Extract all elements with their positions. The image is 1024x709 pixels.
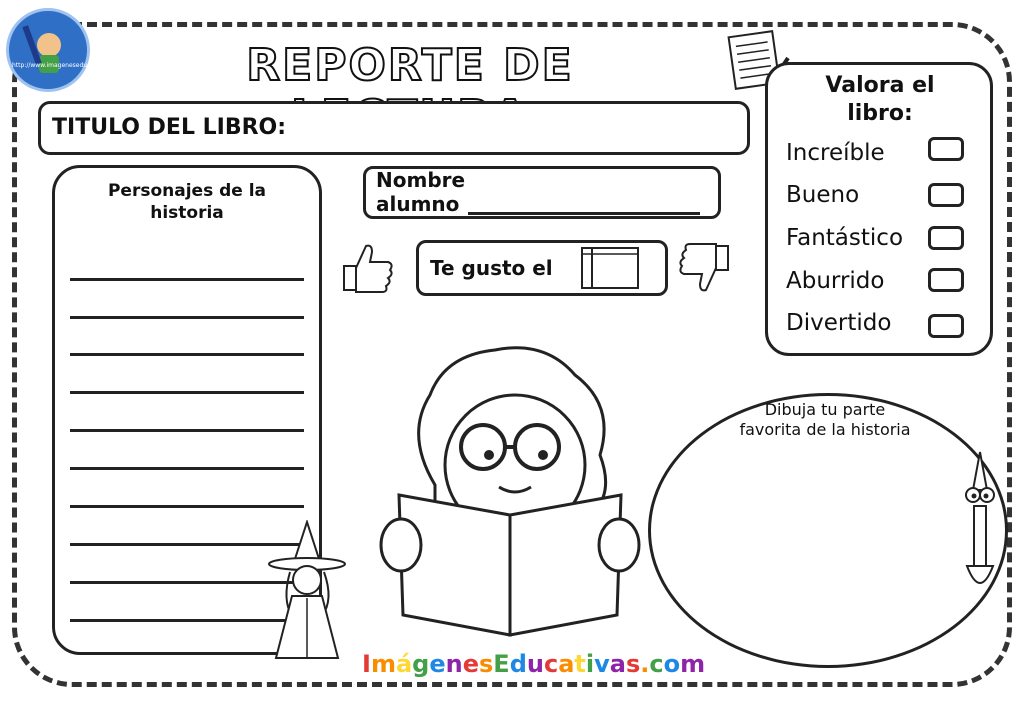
footer-brand-letter: c xyxy=(649,650,664,678)
rating-title: Valora el libro: xyxy=(825,73,935,126)
footer-brand-letter: i xyxy=(585,650,595,678)
thumbs-down-icon[interactable] xyxy=(676,240,734,296)
girl-reading-illustration xyxy=(375,335,645,645)
footer-brand-letter: g xyxy=(412,650,430,678)
writing-line[interactable] xyxy=(70,316,304,319)
logo-text: http://www.imageneseducativas.com xyxy=(12,62,124,69)
rating-option-label: Fantástico xyxy=(786,225,904,251)
rating-checkbox-divertido[interactable] xyxy=(928,314,964,338)
characters-title: Personajes de la historia xyxy=(107,181,267,223)
witch-illustration xyxy=(262,520,352,665)
student-name-label: Nombre alumno xyxy=(376,168,466,216)
writing-line[interactable] xyxy=(70,353,304,356)
footer-brand-letter: m xyxy=(370,650,396,678)
footer-brand-letter: d xyxy=(509,650,527,678)
site-logo xyxy=(6,8,124,92)
footer-brand-letter: o xyxy=(663,650,681,678)
paintbrush-character-illustration xyxy=(955,450,1005,600)
logo-kid-icon xyxy=(9,11,124,89)
footer-brand xyxy=(362,650,705,678)
writing-line[interactable] xyxy=(70,278,304,281)
rating-checkbox-bueno[interactable] xyxy=(928,183,964,207)
footer-brand-letter: a xyxy=(609,650,626,678)
rating-option-label: Divertido xyxy=(786,310,892,336)
rating-checkbox-fantastico[interactable] xyxy=(928,226,964,250)
footer-brand-letter: á xyxy=(395,650,413,678)
footer-brand-letter: c xyxy=(543,650,559,678)
footer-brand-letter: s xyxy=(479,650,494,678)
footer-brand-letter: E xyxy=(493,650,510,678)
rating-checkbox-aburrido[interactable] xyxy=(928,268,964,292)
footer-brand-letter: s xyxy=(626,650,641,678)
footer-brand-letter: a xyxy=(558,650,575,678)
footer-brand-letter: I xyxy=(362,650,371,678)
rating-checkbox-increible[interactable] xyxy=(928,137,964,161)
writing-line[interactable] xyxy=(70,429,304,432)
footer-brand-letter: m xyxy=(680,650,706,678)
rating-option-label: Increíble xyxy=(786,140,885,166)
page-title: REPORTE DE xyxy=(246,40,574,91)
footer-brand-letter: n xyxy=(445,650,463,678)
liked-book-label: Te gusto el xyxy=(430,256,553,280)
drawing-prompt: Dibuja tu parte favorita de la historia xyxy=(739,400,911,439)
footer-brand-letter: t xyxy=(574,650,586,678)
student-name-line[interactable] xyxy=(468,212,700,215)
footer-brand-letter: . xyxy=(640,650,650,678)
writing-line[interactable] xyxy=(70,467,304,470)
footer-brand-letter: e xyxy=(429,650,446,678)
writing-line[interactable] xyxy=(70,505,304,508)
thumbs-up-icon[interactable] xyxy=(338,240,396,296)
footer-brand-letter: u xyxy=(526,650,544,678)
footer-brand-letter: v xyxy=(594,650,610,678)
footer-brand-letter: e xyxy=(462,650,479,678)
book-title-label: TITULO DEL LIBRO: xyxy=(52,115,287,140)
rating-option-label: Aburrido xyxy=(786,268,885,294)
book-icon xyxy=(578,242,642,292)
writing-line[interactable] xyxy=(70,391,304,394)
rating-option-label: Bueno xyxy=(786,182,860,208)
